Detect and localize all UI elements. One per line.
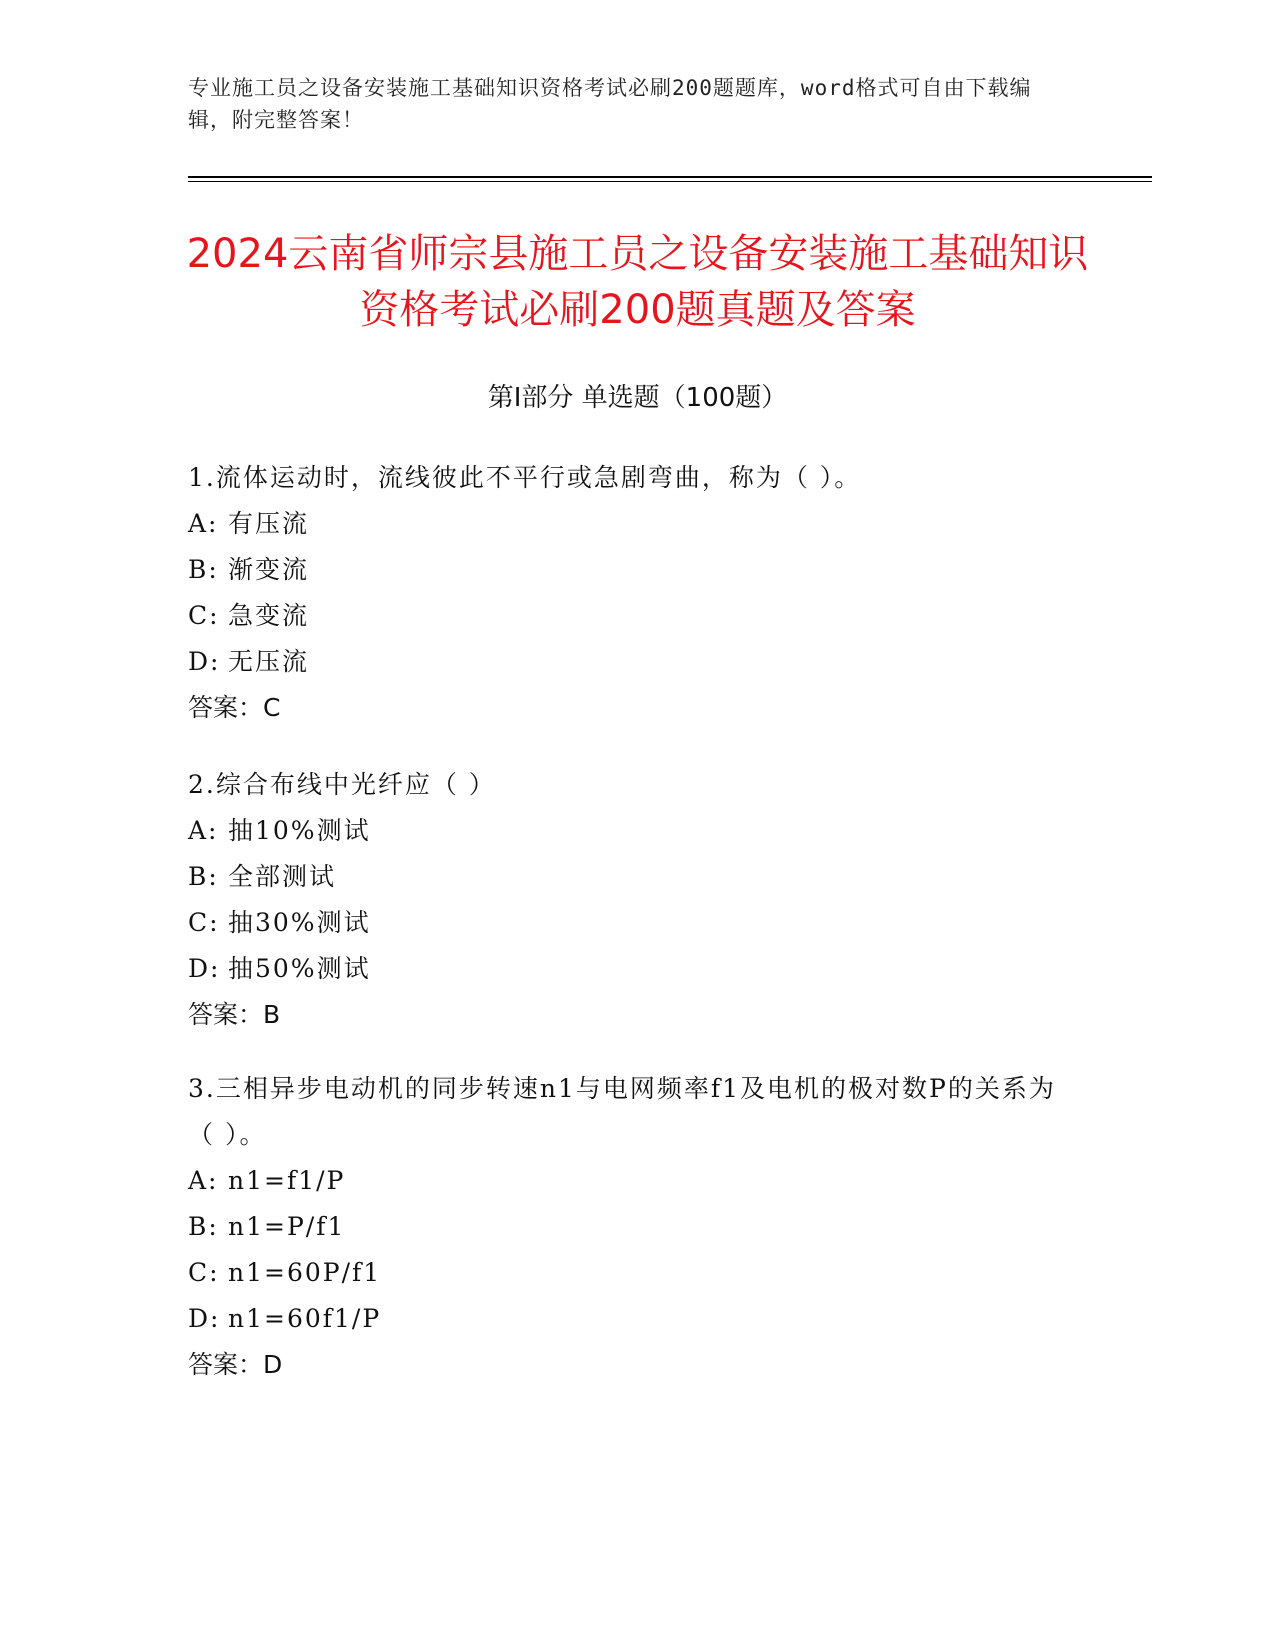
- option-letter: C:: [188, 601, 220, 630]
- option-text: 无压流: [228, 647, 310, 676]
- option-d: [188, 1296, 1068, 1342]
- option-text: n1=f1/P: [228, 1166, 346, 1195]
- option-letter: A:: [188, 816, 219, 845]
- option-b: [188, 1204, 1068, 1250]
- option-letter: D:: [188, 1304, 221, 1333]
- option-d: [188, 946, 1068, 992]
- option-text: 渐变流: [228, 555, 310, 584]
- header-divider-thin: [188, 181, 1152, 182]
- option-text: 有压流: [228, 509, 310, 538]
- question-1: [188, 455, 1068, 731]
- option-letter: D:: [188, 647, 221, 676]
- option-c: [188, 900, 1068, 946]
- question-stem: 3.三相异步电动机的同步转速n1与电网频率f1及电机的极对数P的关系为（ ）。: [188, 1074, 1056, 1149]
- option-text: 抽10%测试: [228, 816, 371, 845]
- option-b: [188, 547, 1068, 593]
- option-text: 抽30%测试: [228, 908, 371, 937]
- option-a: [188, 808, 1068, 854]
- answer-text: 答案：C: [188, 693, 281, 722]
- answer-text: 答案：D: [188, 1350, 283, 1379]
- question-3: [188, 1066, 1068, 1388]
- option-text: n1=60f1/P: [228, 1304, 382, 1333]
- option-c: [188, 593, 1068, 639]
- option-a: [188, 1158, 1068, 1204]
- option-letter: A:: [188, 1166, 219, 1195]
- option-text: n1=P/f1: [228, 1212, 346, 1241]
- option-b: [188, 854, 1068, 900]
- option-text: 急变流: [228, 601, 310, 630]
- section-title: 第Ⅰ部分 单选题（100题）: [487, 383, 788, 413]
- question-stem: 2.综合布线中光纤应（ ）: [188, 770, 496, 799]
- document-title: 2024云南省师宗县施工员之设备安装施工基础知识资格考试必刷200题真题及答案: [186, 231, 1089, 333]
- option-text: n1=60P/f1: [228, 1258, 382, 1287]
- question-stem: 1.流体运动时，流线彼此不平行或急剧弯曲，称为（ ）。: [188, 463, 862, 492]
- option-d: [188, 639, 1068, 685]
- option-c: [188, 1250, 1068, 1296]
- option-letter: B:: [188, 1212, 219, 1241]
- question-2: [188, 762, 1068, 1038]
- option-a: [188, 501, 1068, 547]
- option-letter: B:: [188, 555, 219, 584]
- option-letter: C:: [188, 1258, 220, 1287]
- option-letter: C:: [188, 908, 220, 937]
- option-letter: B:: [188, 862, 219, 891]
- answer-text: 答案：B: [188, 1000, 281, 1029]
- option-text: 全部测试: [228, 862, 337, 891]
- option-letter: A:: [188, 509, 219, 538]
- header-divider-thick: [188, 176, 1152, 178]
- header-note: 专业施工员之设备安装施工基础知识资格考试必刷200题题库，word格式可自由下载编辑，附完整答案！: [188, 76, 1032, 132]
- option-letter: D:: [188, 954, 221, 983]
- option-text: 抽50%测试: [228, 954, 371, 983]
